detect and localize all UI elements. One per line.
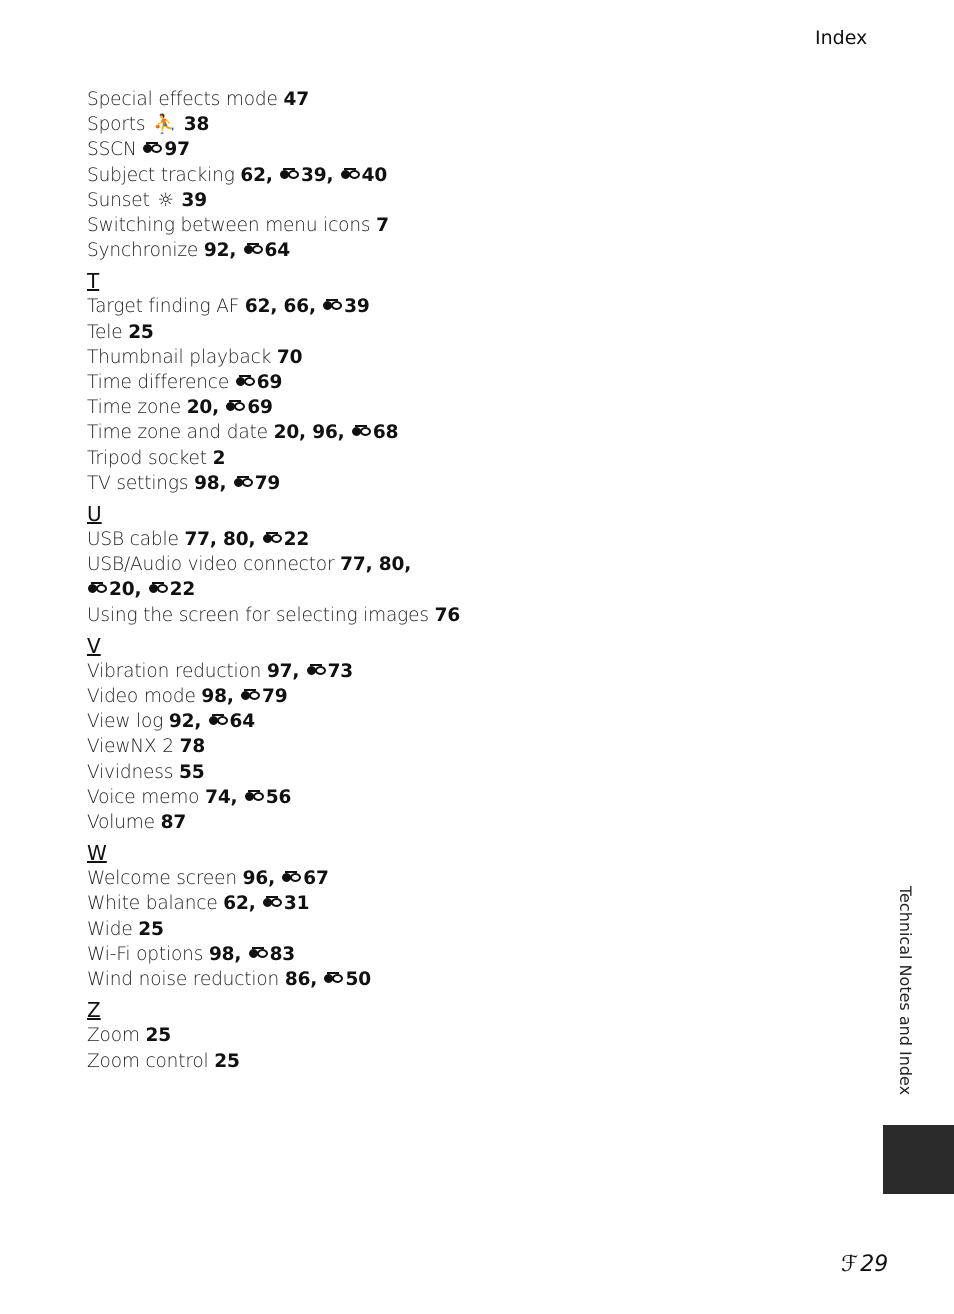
reference-section-icon (236, 375, 256, 389)
index-entry (87, 1049, 647, 1074)
page-ref-number: 62, 66, (244, 296, 323, 318)
page-ref[interactable] (243, 868, 282, 889)
page-ref-number: 25 (138, 918, 164, 940)
page-ref-number: 70 (276, 346, 303, 368)
page-ref-number: 74, (205, 786, 244, 808)
page-ref-number: 98, (201, 686, 241, 708)
index-letter-u: U (87, 502, 102, 527)
reference-section-icon (352, 425, 372, 439)
page-ref[interactable] (87, 579, 148, 600)
page-ref-number: 79 (254, 472, 281, 494)
page-ref-number: 64 (229, 711, 255, 733)
index-term: Synchronize (87, 240, 204, 262)
index-term: USB/Audio video connector (87, 554, 341, 576)
index-entry (87, 866, 647, 891)
page-ref[interactable] (435, 605, 460, 626)
reference-section-icon (149, 582, 169, 596)
page-ref[interactable] (240, 686, 287, 707)
page-ref-number: 69 (256, 372, 283, 394)
index-entry (87, 734, 647, 759)
index-term: Video mode (87, 686, 202, 708)
page-ref-number: 47 (283, 89, 309, 110)
page-ref-number: 69 (247, 397, 273, 419)
index-entry (87, 163, 647, 188)
index-entry (87, 659, 647, 684)
sports-scene-icon: ⛹ (153, 114, 177, 136)
page-ref[interactable] (169, 711, 208, 732)
index-entry (87, 891, 647, 916)
page-ref-number: 96, (242, 868, 282, 890)
index-term: USB cable (87, 529, 185, 551)
page-ref-number: 98, (194, 472, 233, 494)
page-ref-number: 25 (128, 321, 154, 343)
reference-section-icon (88, 582, 108, 596)
page-ref-number: 64 (264, 240, 290, 262)
page-ref-number: 92, (168, 711, 208, 733)
index-entry (87, 420, 647, 445)
page-ref-number: 62, (240, 164, 280, 186)
index-term: Target finding AF (87, 296, 245, 318)
index-entry (87, 112, 647, 137)
reference-section-icon (241, 689, 261, 703)
page-ref[interactable] (194, 473, 233, 494)
index-group-u (87, 527, 647, 628)
index-entry (87, 446, 647, 471)
index-term: Voice memo (87, 786, 206, 808)
index-term: Vividness (87, 761, 179, 783)
page-ref-number: 25 (214, 1050, 240, 1072)
index-entry (87, 345, 647, 370)
reference-section-icon (307, 664, 327, 678)
index-letter-v: V (87, 633, 101, 658)
index-term: Volume (87, 812, 161, 834)
page-ref[interactable] (138, 919, 163, 940)
page-ref-number: 62, (223, 893, 262, 915)
page-ref[interactable] (243, 240, 290, 261)
index-group-s (87, 87, 647, 263)
index-list (87, 87, 647, 1074)
page-ref[interactable] (262, 893, 309, 914)
page-ref-number: 68 (372, 422, 399, 444)
reference-section-icon (226, 400, 246, 414)
page-ref-number: 86, (284, 969, 324, 991)
reference-section-icon (280, 168, 300, 182)
page-number (841, 1252, 888, 1277)
page-ref-number: 20, 96, (273, 422, 351, 444)
index-term: Special effects mode (87, 89, 284, 110)
reference-section-icon (234, 476, 254, 490)
page-ref-number: 2 (212, 447, 226, 469)
index-term: Vibration reduction (87, 660, 267, 682)
index-term: Sunset (87, 189, 156, 211)
page-ref[interactable] (281, 868, 328, 889)
page-ref-number: 87 (160, 812, 187, 834)
index-term: Switching between menu icons (87, 215, 377, 237)
page-ref[interactable] (244, 787, 291, 808)
page-ref[interactable] (233, 473, 280, 494)
page-ref-number: 38 (183, 114, 210, 136)
index-entry (87, 1023, 647, 1048)
index-term: Tele (87, 321, 129, 343)
page-ref-number: 83 (269, 943, 296, 965)
reference-section-icon (245, 790, 265, 804)
index-term: Tripod socket (87, 447, 213, 469)
index-entry (87, 967, 647, 992)
page-ref[interactable] (283, 89, 308, 110)
page-ref-number: 31 (283, 893, 310, 915)
reference-section-icon (323, 299, 343, 313)
page-ref[interactable] (285, 969, 324, 990)
index-entry (87, 785, 647, 810)
page-ref-number: 78 (179, 736, 206, 758)
index-entry (87, 320, 647, 345)
index-term: SSCN (87, 139, 143, 161)
index-entry (87, 942, 647, 967)
technical-notes-icon: ℱ (841, 1252, 859, 1277)
page-ref-number: 20, (186, 397, 226, 419)
page-ref[interactable] (161, 812, 186, 833)
sunset-scene-icon: ☼ (157, 189, 174, 211)
index-entry (87, 238, 647, 263)
page-ref[interactable] (274, 422, 351, 443)
page-ref-number: 67 (303, 868, 329, 890)
page-ref[interactable] (208, 711, 255, 732)
index-entry (87, 294, 647, 319)
reference-section-icon (341, 168, 361, 182)
page-ref-number: 92, (203, 240, 243, 262)
page-ref[interactable] (184, 114, 209, 135)
page-ref[interactable] (205, 787, 244, 808)
index-letter-w: W (87, 841, 107, 866)
reference-section-icon (209, 714, 229, 728)
page-ref[interactable] (223, 893, 262, 914)
reference-section-icon (324, 972, 344, 986)
page-ref-number: 73 (327, 660, 354, 682)
page-ref-number: 77, 80, (340, 554, 412, 576)
page-ref[interactable] (240, 165, 279, 186)
index-entry (87, 213, 647, 238)
index-entry (87, 552, 427, 602)
page-ref-number: 22 (283, 529, 310, 551)
index-entry (87, 527, 647, 552)
index-term: Sports (87, 114, 152, 136)
page-ref[interactable] (351, 422, 398, 443)
index-term: Wind noise reduction (87, 969, 285, 991)
page-ref[interactable] (340, 554, 411, 575)
page-ref[interactable] (306, 661, 353, 682)
page-ref[interactable] (376, 215, 389, 236)
side-tab-label: Technical Notes and Index (896, 886, 915, 1096)
page-ref-number: 97 (164, 139, 190, 161)
index-group-z (87, 1023, 647, 1073)
page-ref[interactable] (262, 529, 309, 550)
reference-section-icon (282, 871, 302, 885)
page-ref-number: 97, (266, 660, 306, 682)
page-ref[interactable] (187, 397, 226, 418)
page-ref[interactable] (184, 529, 261, 550)
index-entry (87, 760, 647, 785)
page-ref[interactable] (279, 165, 340, 186)
index-term: Zoom (87, 1025, 146, 1047)
page-ref[interactable] (179, 762, 204, 783)
page-ref[interactable] (214, 1051, 239, 1072)
page-ref-number: 76 (434, 604, 461, 626)
page-ref[interactable] (340, 165, 387, 186)
page-ref[interactable] (213, 448, 226, 469)
page-ref[interactable] (180, 736, 205, 757)
page-number-value: 29 (860, 1252, 889, 1277)
index-entry (87, 395, 647, 420)
page-ref[interactable] (277, 347, 302, 368)
index-entry (87, 137, 647, 162)
index-term: Time difference (87, 372, 235, 394)
index-term: Wide (87, 918, 139, 940)
index-term: Zoom control (87, 1050, 215, 1072)
page-ref-number: 77, 80, (184, 529, 262, 551)
side-tab-block (883, 1125, 954, 1194)
page-ref-number: 50 (345, 969, 371, 991)
page-ref-number: 25 (145, 1025, 171, 1047)
index-term: Wi-Fi options (87, 943, 209, 965)
page-ref[interactable] (323, 969, 370, 990)
index-entry (87, 471, 647, 496)
index-group-v (87, 659, 647, 835)
page-ref[interactable] (204, 240, 243, 261)
page-ref[interactable] (322, 296, 369, 317)
page-ref-number: 40 (361, 164, 388, 186)
page-ref-number: 7 (376, 215, 389, 237)
page-ref[interactable] (267, 661, 306, 682)
reference-section-icon (249, 947, 269, 961)
page-ref[interactable] (145, 1025, 170, 1046)
page-ref[interactable] (245, 296, 322, 317)
page-ref[interactable] (225, 397, 272, 418)
index-entry (87, 709, 647, 734)
reference-section-icon (143, 142, 163, 156)
index-group-w (87, 866, 647, 992)
running-header: Index (815, 27, 868, 49)
page-ref[interactable] (235, 372, 282, 393)
page-ref-number: 98, (208, 943, 248, 965)
index-term: TV settings (87, 472, 195, 494)
page-ref-number: 39, (301, 164, 340, 186)
index-entry (87, 188, 647, 213)
index-term: View log (87, 711, 169, 733)
index-term: Time zone (87, 397, 187, 419)
page-ref-number: 55 (179, 761, 205, 783)
page-ref[interactable] (142, 139, 189, 160)
index-entry (87, 917, 647, 942)
page-ref-number: 56 (265, 786, 292, 808)
index-term: Subject tracking (87, 164, 241, 186)
index-entry (87, 684, 647, 709)
index-term: Welcome screen (87, 868, 243, 890)
page-ref-number: 79 (262, 686, 288, 708)
page-ref-number: 39 (181, 189, 207, 211)
page-ref[interactable] (148, 579, 195, 600)
index-term: Thumbnail playback (87, 346, 277, 368)
page-ref-number: 39 (344, 296, 370, 318)
page-ref-number: 22 (169, 579, 196, 601)
reference-section-icon (263, 532, 283, 546)
index-term: Using the screen for selecting images (87, 604, 435, 626)
index-entry (87, 603, 647, 628)
page-ref-number: 20, (109, 579, 148, 601)
page-ref[interactable] (201, 686, 240, 707)
index-term: White balance (87, 893, 224, 915)
index-entry (87, 87, 647, 112)
index-entry (87, 810, 647, 835)
page-ref[interactable] (248, 944, 295, 965)
index-term: ViewNX 2 (87, 736, 180, 758)
index-entry (87, 370, 647, 395)
reference-section-icon (244, 243, 264, 257)
page-ref[interactable] (181, 190, 206, 211)
index-term: Time zone and date (87, 422, 274, 444)
index-letter-z: Z (87, 998, 101, 1023)
reference-section-icon (263, 896, 283, 910)
page-ref[interactable] (128, 322, 153, 343)
index-group-t (87, 294, 647, 496)
page-ref[interactable] (209, 944, 248, 965)
index-letter-t: T (87, 269, 100, 294)
